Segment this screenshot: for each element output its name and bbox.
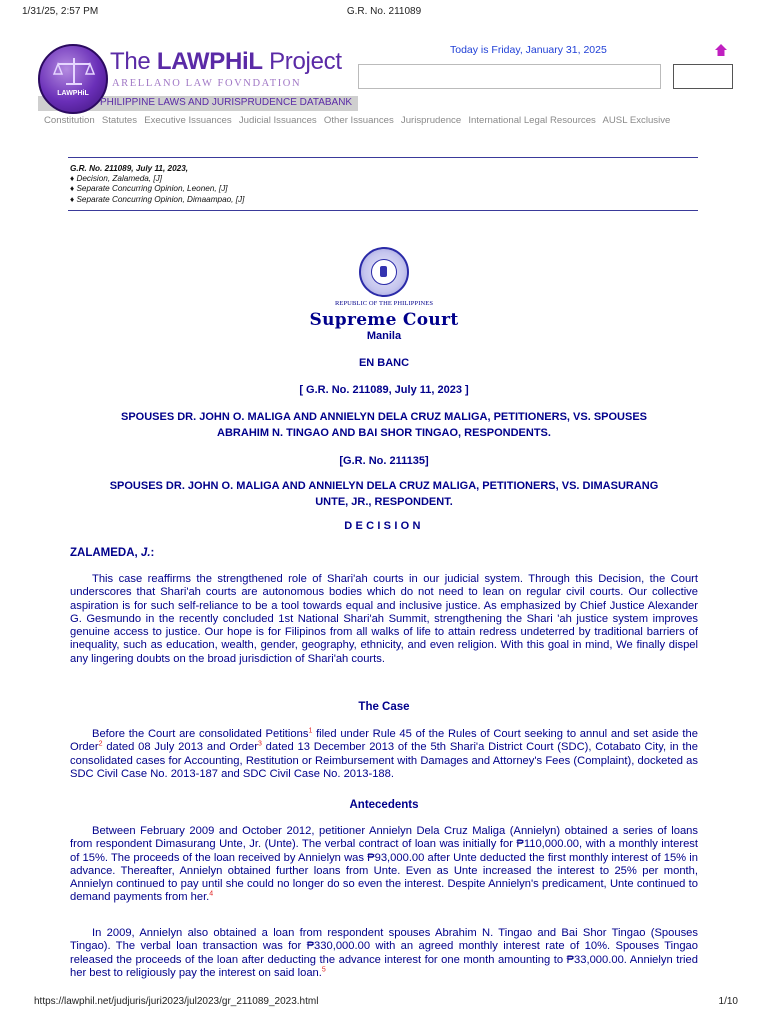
paragraph-antecedents-2 — [70, 927, 698, 980]
decision-heading: DECISION — [344, 520, 424, 532]
p3-text: Between February 2009 and October 2012, petitioner Annielyn Dela Cruz Maliga (Annielyn) obtained a series of loans from respondent Dimasurang Unte, Jr. (Unte). The verbal contract of loan was initially for ₱110,000.00, with a monthly interest of 15%. The proceeds of the loan received by Annielyn was ₱93,000.00 after Unte deducted the first monthly interest of 15% in advance. Thereafter, Annielyn obtained further loans from Unte. Even as Unte increased the interest to 25% per month, Annielyn continued to pay until she could no longer do so even the interest. Despite Annielyn's predicament, Unte continued to demand payments from her. — [70, 825, 698, 904]
print-doc-title: G.R. No. 211089 — [346, 6, 422, 17]
gr-number-main: [ G.R. No. 211089, July 11, 2023 ] — [299, 384, 469, 396]
ponente — [70, 547, 154, 559]
toc-link-decision[interactable]: ♦ Decision, Zalameda, [J] — [70, 174, 163, 184]
footnote-1[interactable]: 1 — [308, 727, 313, 735]
ponente-colon: : — [150, 547, 155, 559]
p2-text-b: filed under Rule 45 of the Rules of Court seeking to annul and set aside the Order — [70, 728, 698, 754]
nav-ausl-exclusive[interactable]: AUSL Exclusive — [602, 115, 671, 126]
caption-1-line-2: ABRAHIM N. TINGAO AND BAI SHOR TINGAO, RESPONDENTS. — [217, 426, 551, 439]
section-heading-antecedents: Antecedents — [349, 799, 419, 811]
nav-constitution[interactable]: Constitution — [44, 115, 95, 126]
search-button[interactable] — [673, 64, 733, 89]
nav-international-legal-resources[interactable]: International Legal Resources — [468, 115, 596, 126]
scales-of-justice-icon — [38, 44, 108, 114]
print-page-number: 1/10 — [718, 996, 738, 1007]
p2-text-a: Before the Court are consolidated Petitions — [92, 728, 309, 740]
nav-other-issuances[interactable]: Other Issuances — [323, 115, 394, 126]
division: EN BANC — [358, 357, 410, 369]
p2-text-d: dated 13 December 2013 of the 5th Shari'a District Court (SDC), Cotabato City, in the consolidated cases for Accounting, Restitution or Reimbursement with Damages and Attorney's Fees (Complaint), docketed as SDC Civil Case No. 2013-187 and SDC Civil Case No. 2013-188. — [70, 741, 698, 780]
case-caption-1 — [0, 410, 768, 441]
toc-case: G.R. No. 211089, July 11, 2023, — [70, 164, 189, 173]
footnote-4[interactable]: 4 — [209, 890, 214, 898]
footnote-2[interactable]: 2 — [98, 740, 103, 748]
divider-bottom — [68, 210, 698, 211]
nav-jurisprudence[interactable]: Jurisprudence — [400, 115, 462, 126]
court-city: Manila — [366, 330, 402, 342]
caption-2-line-2: UNTE, JR., RESPONDENT. — [315, 495, 453, 508]
paragraph-intro: This case reaffirms the strengthened role of Shari'ah courts in our judicial system. Through this Decision, the Court underscores that Shari'ah courts are autonomous bodies which do not need to lean on regular civil courts. Our collective aspiration is for such self-reliance to be a tool towards equal and inclusive justice. As emphasized by Chief Justice Alexander G. Gesmundo in the recently concluded 1st National Shari'ah Summit, strengthening the Shari 'ah justice system improves genuine access to justice. Our hope is for Filipinos from all walks of life to attain redress undeterred by traditional barriers of inequality, such as education, wealth, gender, geography, ethnicity, and even religion. With this goal in mind, We finally dispel any lingering doubts on the broad jurisdiction of Shari'ah courts. — [70, 573, 698, 665]
main-nav — [44, 115, 675, 126]
search-input[interactable] — [358, 64, 661, 89]
p2-text-c: dated 08 July 2013 and Order — [102, 741, 258, 754]
databank-label: PHILIPPINE LAWS AND JURISPRUDENCE DATABANK — [100, 97, 353, 108]
paragraph-the-case — [70, 728, 698, 781]
home-icon[interactable] — [714, 43, 728, 57]
print-datetime: 1/31/25, 2:57 PM — [22, 6, 99, 17]
print-url: https://lawphil.net/judjuris/juri2023/jul2023/gr_211089_2023.html — [34, 996, 319, 1007]
seal-inner — [371, 259, 397, 285]
logo-circle-text: LAWPHiL — [57, 90, 89, 97]
caption-2-line-1: SPOUSES DR. JOHN O. MALIGA AND ANNIELYN DELA CRUZ MALIGA, PETITIONERS, VS. DIMASURANG — [109, 480, 659, 492]
caption-1-line-1: SPOUSES DR. JOHN O. MALIGA AND ANNIELYN DELA CRUZ MALIGA, PETITIONERS, VS. SPOUSES — [120, 411, 648, 423]
today-date: Today is Friday, January 31, 2025 — [450, 44, 607, 56]
nav-statutes[interactable]: Statutes — [101, 115, 138, 126]
republic-label: REPUBLIC OF THE PHILIPPINES — [334, 300, 434, 307]
site-title-suffix: Project — [262, 48, 342, 75]
paragraph-antecedents-1 — [70, 825, 698, 905]
gr-number-second: [G.R. No. 211135] — [339, 455, 429, 467]
ponente-name: ZALAMEDA, — [70, 547, 141, 559]
section-heading-the-case: The Case — [358, 701, 410, 713]
toc-link-dimaampao[interactable]: ♦ Separate Concurring Opinion, Dimaampao, [J] — [70, 194, 245, 204]
site-logo[interactable] — [38, 44, 358, 114]
site-title — [110, 48, 342, 76]
supreme-court-seal — [359, 247, 409, 297]
site-subtitle: ARELLANO LAW FOVNDATION — [112, 78, 302, 89]
site-title-prefix: The — [110, 48, 157, 75]
nav-executive-issuances[interactable]: Executive Issuances — [144, 115, 232, 126]
site-title-bold: LAWPHiL — [156, 48, 263, 75]
footnote-3[interactable]: 3 — [257, 740, 262, 748]
divider-top — [68, 157, 698, 158]
ponente-title: J. — [140, 547, 151, 559]
opinion-index — [70, 164, 244, 205]
court-name: Supreme Court — [309, 310, 459, 330]
nav-judicial-issuances[interactable]: Judicial Issuances — [238, 115, 317, 126]
toc-link-leonen[interactable]: ♦ Separate Concurring Opinion, Leonen, [J] — [70, 184, 228, 194]
footnote-5[interactable]: 5 — [321, 966, 326, 974]
case-caption-2 — [0, 479, 768, 510]
p4-text: In 2009, Annielyn also obtained a loan from respondent spouses Abrahim N. Tingao and Bai Shor Tingao (Spouses Tingao). The verbal loan transaction was for ₱330,000.00 with an agreed monthly interest rate of 10%. Spouses Tingao released the proceeds of the loan after deducting the advance interest for one month amounting to ₱33,000.00. Annielyn tried her best to religiously pay the interest on said loan. — [70, 927, 698, 979]
